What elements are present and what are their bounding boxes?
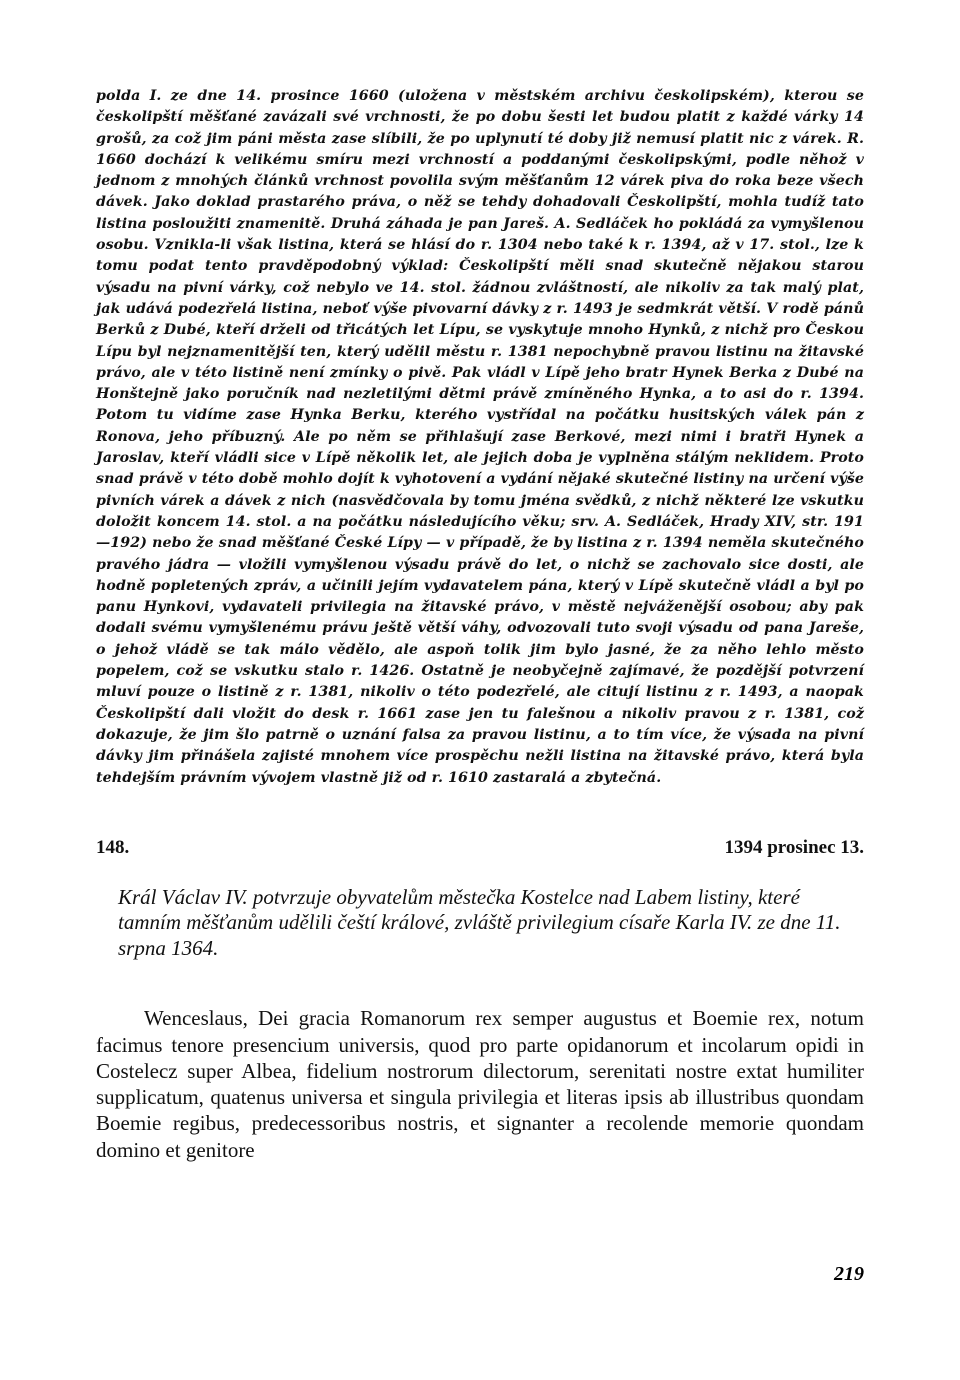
commentary-paragraph: polda I. ze dne 14. prosince 1660 (uložena v městském archivu českolipském), kterou se českolipští měšťané zavázali své vrchnosti, že po dobu šesti let budou platit z každé várky 14 grošů, za což jim páni města zase slíbili, že po uplynutí té doby již nemusí platit nic z várek. R. 1660 dochází k velikému smíru mezi vrchností a poddanými českolipskými, podle něhož v jednom z mnohých článků vrchnost povolila svým měšťanům 12 várek piva do roka beze všech dávek. Jako doklad prastarého práva, o něž se tehdy dohadovali Českolipští, mohla tudíž tato listina posloužiti znamenitě. Druhá záhada je pan Jareš. A. Sedláček ho pokládá za vymyšlenou osobu. Vznikla-li však listina, která se hlásí do r. 1304 nebo také k r. 1394, až v 17. stol., lze k tomu podat tento pravděpodobný výklad: Českolipští měli snad skutečně nějakou starou výsadu na pivní várky, což nebylo ve 14. stol. žádnou zvláštností, ale nikoliv za tak malý plat, jak udává podezřelá listina, neboť výše pivovarní dávky z r. 1493 je sedmkrát větší. V rodě pánů Berků z Dubé, kteří drželi od třicátých let Lípu, se vyskytuje mnoho Hynků, z nichž pro Českou Lípu byl nejznamenitější ten, který udělil městu r. 1381 nepochybně pravou listinu na žitavské právo, ale v této listině není zmínky o pivě. Pak vládl v Lípě jeho bratr Hynek Berka z Dubé na Honštejně jako poručník nad nezletilými dětmi právě zmíněného Hynka, a to asi do r. 1394. Potom tu vidíme zase Hynka Berku, kterého vystřídal na počátku husitských válek pán z Ronova, jeho příbuzný. Ale po něm se přihlašují zase Berkové, mezi nimi i bratři Hynek a Jaroslav, kteří vládli sice v Lípě několik let, ale jejich doba je vyplněna stálým neklidem. Proto snad právě v této době mohlo dojít k vyhotovení a vydání nějaké skutečné listiny na určení výše pivních várek a dávek z nich (nasvědčovala by tomu jména svědků, z nichž některé lze vskutku doložit koncem 14. stol. a na počátku následujícího věku; srv. A. Sedláček, Hrady XIV, str. 191—192) nebo že snad měšťané České Lípy — v případě, že by listina z r. 1394 neměla skutečného pravého jádra — vložili vymyšlenou výsadu právě do let, o nichž se zachovalo sice dosti, ale hodně popletených zpráv, a učinili jejím vydavatelem pána, který v Lípě skutečně vládl a byl po panu Hynkovi, vydavateli privilegia na žitavské právo, v městě nejváženější osobou; aby pak dodali svému vymyšlenému právu ještě větší váhy, odvozovali tuto svoji výsadu od pana Jareše, o jehož vládě se tak málo vědělo, ale aspoň tolik jim bylo jasné, že za něho lehlo město popelem, což se vskutku stalo r. 1426. Ostatně je neobyčejně zajímavé, že pozdější potvrzení mluví pouze o listině z r. 1381, nikoliv o této podezřelé, ale citují listinu z r. 1493, a naopak Českolipští dali vložit do desk r. 1661 zase jen tu falešnou a nikoliv pravou z r. 1381, což dokazuje, že jim šlo patrně o uznání falsa za pravou listinu, a to tím více, že výsada na pivní dávky jim přinášela zajisté mnohem více prospěchu nežli listina na žitavské právo, která byla tehdejším právním vývojem vlastně již od r. 1610 zastaralá a zbytečná.	[96, 88, 864, 786]
document-number: 148.	[96, 836, 130, 858]
regest-text: Král Václav IV. potvrzuje obyvatelům městečka Kostelce nad Labem listiny, které tamním měšťanům udělili čeští králové, zvláště privilegium císaře Karla IV. ze dne 11. srpna 1364.	[118, 884, 841, 960]
page-number: 219	[834, 1263, 864, 1285]
book-page	[96, 86, 864, 1163]
regest	[96, 885, 864, 962]
commentary-notes	[96, 86, 864, 789]
document-header	[96, 837, 864, 859]
document-date: 1394 prosinec 13.	[724, 836, 864, 858]
charter-paragraph: Wenceslaus, Dei gracia Romanorum rex semper augustus et Boemie rex, notum facimus tenore presencium universis, quod pro parte opidanorum et incolarum opidi in Costelecz super Albea, fidelium nostrorum dilectorum, serenitati nostre extat humiliter supplicatum, quatenus universa et singula privilegia et literas ipsis ab illustribus quondam Boemie regibus, predecessoribus nostris, et signanter a recolende memorie quondam domino et genitore	[96, 1006, 864, 1162]
charter-text	[96, 1005, 864, 1163]
